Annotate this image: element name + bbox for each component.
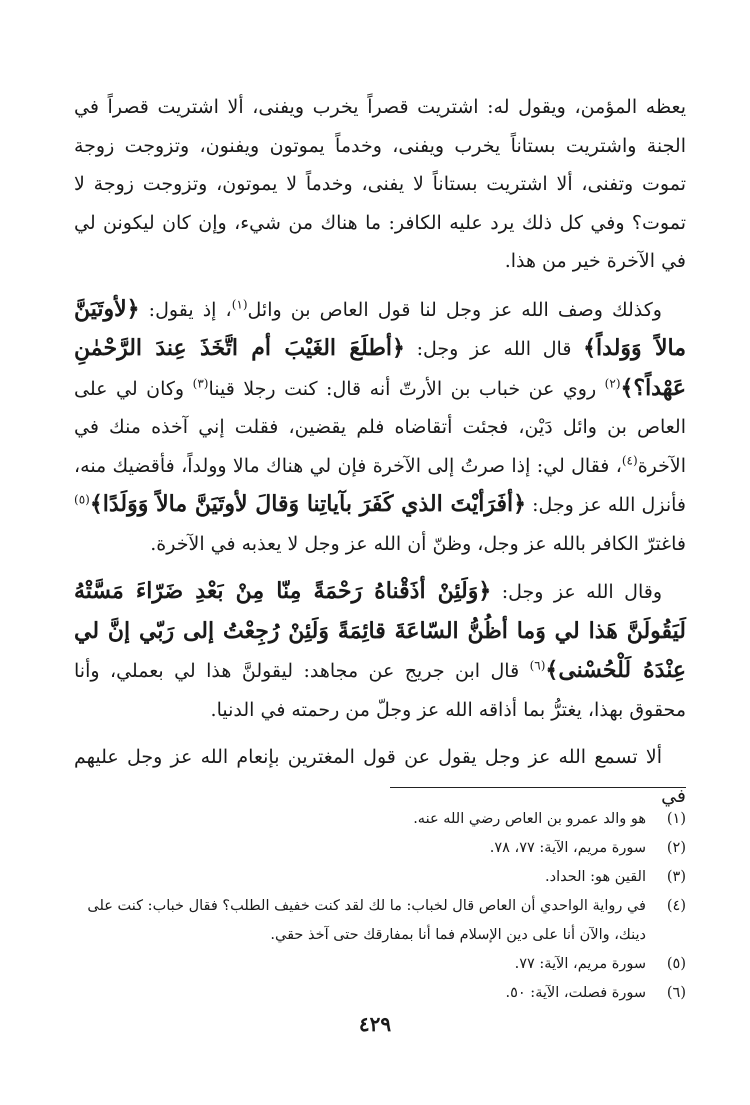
- main-text: [74, 88, 686, 815]
- footnote-3: [74, 863, 686, 892]
- footnotes: [74, 805, 686, 1008]
- footnote-ref-6: (٦): [529, 658, 546, 673]
- paragraph-3-text-1: وقال الله عز وجل:: [491, 581, 662, 603]
- footnote-text: في رواية الواحدي أن العاص قال لخباب: ما لك لقد كنت خفيف الطلب؟ فقال خباب: كنت على دينك، والآن أنا على دين الإسلام فما أنا بمفارقك حتى آخذ حقي.: [87, 898, 646, 943]
- footnote-number: (١): [666, 811, 686, 827]
- paragraph-2-text-2: ، إذ يقول:: [139, 298, 232, 321]
- quran-verse-fussilat-50: ﴿وَلَئِنْ أذَقْناهُ رَحْمَةً مِنّا مِنْ بَعْدِ ضَرّاءَ مَسَّتْهُ لَيَقُولَنَّ هَذا لي وَما أظُنُّ السّاعَةَ قائِمَةً وَلَئِنْ رُجِعْتُ إلى رَبّي إنَّ لي عِنْدَهُ لَلْحُسْنى﴾: [74, 578, 686, 683]
- paragraph-3-text-2: قال ابن جريج عن مجاهد: ليقولنَّ هذا لي بعملي، وأنا محقوق بهذا، يغترُّ بما أذاقه الله عز وجلّ من رحمته في الدنيا.: [74, 660, 686, 721]
- paragraph-2-text-4: روي عن خباب بن الأرتّ أنه قال: كنت رجلا قينا: [208, 377, 605, 400]
- footnote-number: (٤): [666, 898, 686, 914]
- footnote-number: (٥): [666, 956, 686, 972]
- footnote-number: (٢): [666, 840, 686, 856]
- footnote-text: هو والد عمرو بن العاص رضي الله عنه.: [413, 811, 646, 827]
- footnote-1: [74, 805, 686, 834]
- paragraph-2-text-1: وكذلك وصف الله عز وجل لنا قول العاص بن وائل: [247, 298, 662, 321]
- footnote-2: [74, 834, 686, 863]
- footnote-6: [74, 979, 686, 1008]
- footnote-text: سورة فصلت، الآية: ٥٠.: [505, 985, 646, 1001]
- paragraph-2: [74, 290, 686, 564]
- footnote-text: سورة مريم، الآية: ٧٧.: [514, 956, 646, 972]
- quran-verse-maryam-78: ﴿أطلَعَ الغَيْبَ أم اتَّخَذَ عِندَ الرَّحْمٰنِ عَهْداً؟﴾: [74, 335, 686, 401]
- paragraph-2-text-3: قال الله عز وجل:: [404, 338, 584, 360]
- paragraph-3: [74, 572, 686, 729]
- page-number: ٤٢٩: [358, 1012, 392, 1036]
- footnote-ref-5: (٥): [74, 492, 90, 507]
- footnote-ref-3: (٣): [192, 376, 209, 391]
- quran-verse-maryam-77-full: ﴿أفَرَأيْتَ الذي كَفَرَ بآياتِنا وَقالَ لأوتَيَنَّ مالاً وَوَلَدًا﴾: [89, 491, 526, 517]
- footnote-ref-4: (٤): [621, 453, 638, 468]
- footnote-4: [74, 892, 686, 950]
- paragraph-1: [74, 88, 686, 281]
- paragraph-4-text: ألا تسمع الله عز وجل يقول عن قول المغترين بإنعام الله عز وجل عليهم في: [74, 746, 686, 807]
- paragraph-2-text-6: ، فقال لي: إذا صرتُ إلى الآخرة فإن لي هناك مالا وولداً، فأقضيك منه، فأنزل الله عز وجل:: [74, 454, 686, 516]
- paragraph-4: [74, 738, 686, 815]
- footnote-number: (٣): [666, 869, 686, 885]
- footnote-5: [74, 950, 686, 979]
- quran-verse-maryam-77: ﴿لأوتَيَنَّ مالاً وَوَلداً﴾: [74, 295, 687, 361]
- paragraph-1-text: يعظه المؤمن، ويقول له: اشتريت قصراً يخرب ويفنى، ألا اشتريت قصراً في الجنة واشتريت بستاناً يخرب ويفنى، وخدماً يموتون ويفنون، وتزوجت زوجة تموت وتفنى، ألا اشتريت بستاناً لا يفنى، وخدماً لا يموتون، وتزوجت زوجة لا تموت؟ وفي كل ذلك يرد عليه الكافر: ما هناك من شيء، وإن كان ليكونن لي في الآخرة خير من هذا.: [74, 96, 686, 272]
- footnote-ref-1: (١): [231, 297, 248, 312]
- paragraph-2-text-7: فاغترّ الكافر بالله عز وجل، وظنّ أن الله عز وجل لا يعذبه في الآخرة.: [150, 532, 686, 555]
- paragraph-2-text-5: وكان لي على العاص بن وائل دَيْن، فجئت أتقاضاه فلم يقضين، فقلت إني آخذه منك في الآخرة: [74, 377, 686, 477]
- footnote-number: (٦): [666, 985, 686, 1001]
- footnote-text: سورة مريم، الآية: ٧٧، ٧٨.: [489, 840, 646, 856]
- footnote-ref-2: (٢): [604, 376, 621, 391]
- footnote-text: القين هو: الحداد.: [545, 869, 646, 885]
- footnote-separator: [390, 787, 686, 788]
